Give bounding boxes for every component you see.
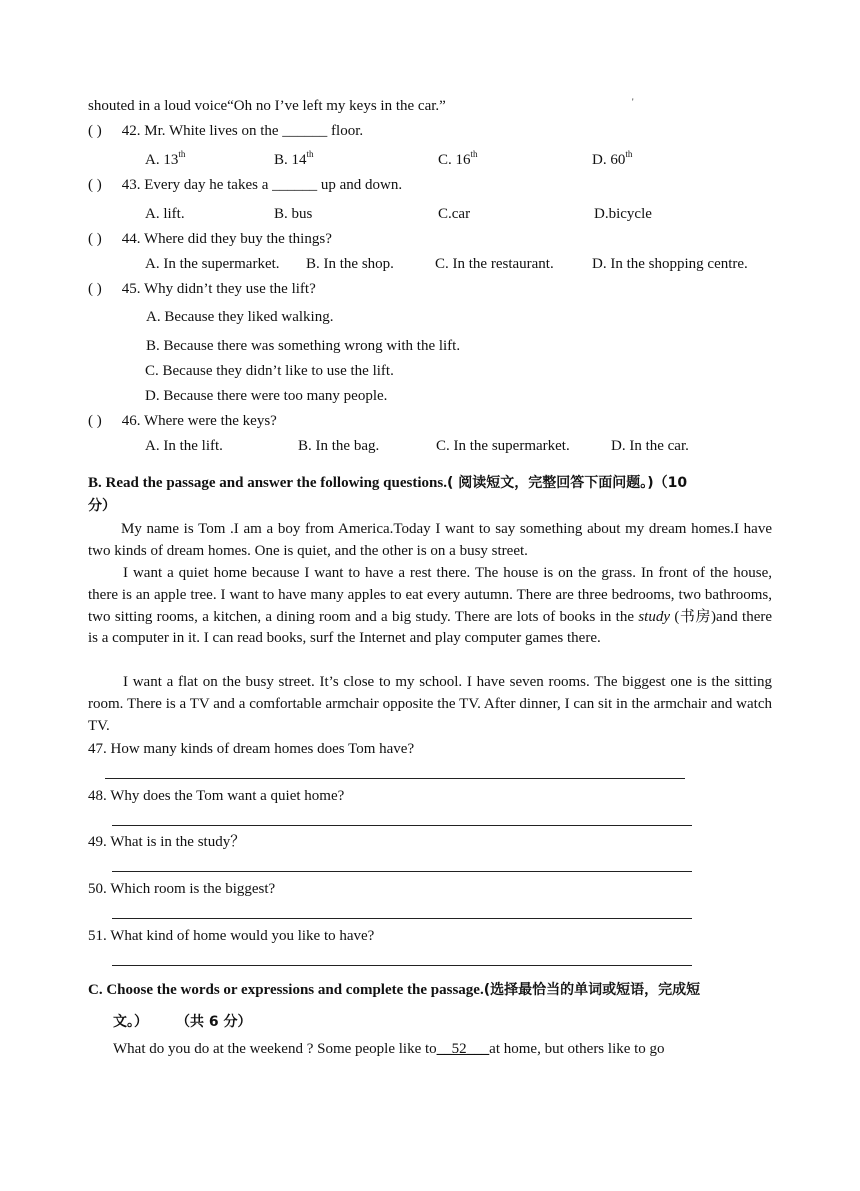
option-42-c: C. 16th — [438, 149, 478, 168]
question-47: 47. How many kinds of dream homes does Tom have? — [88, 741, 415, 757]
option-44-d: D. In the shopping centre. — [592, 256, 748, 272]
stray-mark: ' — [632, 97, 634, 107]
answer-paren[interactable]: ( ) — [88, 413, 102, 429]
option-46-d: D. In the car. — [611, 438, 689, 454]
blank-52[interactable]: __52___ — [436, 1041, 490, 1057]
option-45-d: D. Because there were too many people. — [145, 388, 388, 404]
question-49: 49. What is in the study？ — [88, 834, 246, 850]
option-45-c: C. Because they didn’t like to use the lift. — [145, 363, 394, 379]
option-46-b: B. In the bag. — [298, 438, 380, 454]
answer-line-51[interactable] — [112, 965, 692, 966]
answer-line-50[interactable] — [112, 918, 692, 919]
option-42-a: A. 13th — [145, 149, 186, 168]
option-44-c: C. In the restaurant. — [435, 256, 554, 272]
section-c-subheading: 文。） （共 6 分） — [113, 1014, 252, 1030]
answer-line-48[interactable] — [112, 825, 692, 826]
question-stem: 43. Every day he takes a ______ up and down. — [121, 177, 403, 193]
option-43-b: B. bus — [274, 206, 313, 222]
question-46 — [88, 411, 277, 431]
question-44 — [88, 229, 332, 249]
option-46-a: A. In the lift. — [145, 438, 223, 454]
option-43-c: C.car — [438, 206, 471, 222]
option-46-c: C. In the supermarket. — [436, 438, 570, 454]
answer-line-49[interactable] — [112, 871, 692, 872]
option-45-b: B. Because there was something wrong with the lift. — [146, 338, 461, 354]
answer-paren[interactable]: ( ) — [88, 281, 102, 297]
option-43-a: A. lift. — [145, 206, 185, 222]
answer-paren[interactable]: ( ) — [88, 231, 102, 247]
section-b-heading: B. Read the passage and answer the following questions.( 阅读短文，完整回答下面问题。)（10 — [88, 475, 688, 491]
study-word: study — [638, 608, 671, 625]
section-c-heading: C. Choose the words or expressions and complete the passage.(选择最恰当的单词或短语，完成短 — [88, 982, 701, 998]
question-42 — [88, 121, 363, 141]
section-c-points: （共 6 分） — [176, 1014, 252, 1030]
answer-paren[interactable]: ( ) — [88, 177, 102, 193]
question-51: 51. What kind of home would you like to have? — [88, 928, 375, 944]
question-stem: 44. Where did they buy the things? — [121, 231, 332, 247]
section-b-points: 分） — [88, 498, 116, 514]
answer-paren[interactable]: ( ) — [88, 123, 102, 139]
question-48: 48. Why does the Tom want a quiet home? — [88, 788, 345, 804]
option-42-d: D. 60th — [592, 149, 633, 168]
option-44-b: B. In the shop. — [306, 256, 394, 272]
question-43 — [88, 175, 402, 195]
option-45-a: A. Because they liked walking. — [146, 309, 334, 325]
continuation-line: shouted in a loud voice“Oh no I’ve left my keys in the car.” — [88, 98, 446, 114]
passage-paragraph-3: I want a flat on the busy street. It’s close to my school. I have seven rooms. The biggest one is the sitting room. There is a TV and a comfortable armchair opposite the TV. After dinner, I can sit in the armchair and watch TV. — [88, 674, 772, 734]
answer-line-47[interactable] — [105, 778, 685, 779]
passage-paragraph-1: My name is Tom .I am a boy from America.Today I want to say something about my dream homes.I have two kinds of dream homes. One is quiet, and the other is on a busy street. — [88, 521, 772, 559]
question-stem: 42. Mr. White lives on the ______ floor. — [121, 123, 364, 139]
question-50: 50. Which room is the biggest? — [88, 881, 276, 897]
question-45 — [88, 279, 316, 299]
passage-paragraph-2: I want a quiet home because I want to have a rest there. The house is on the grass. In front of the house, there is an apple tree. I want to have many apples to eat every autumn. There are three bedrooms, two bathrooms, two sitting rooms, a kitchen, a dining room and a big study. There are lots of books in the study (书房)and there is a computer in it. I can read books, surf the Internet and play computer games there. — [88, 565, 773, 647]
section-c-passage-line: What do you do at the weekend ? Some people like to__52___at home, but others like to go — [113, 1041, 665, 1057]
question-stem: 46. Where were the keys? — [121, 413, 277, 429]
option-44-a: A. In the supermarket. — [145, 256, 280, 272]
question-stem: 45. Why didn’t they use the lift? — [121, 281, 316, 297]
option-42-b: B. 14th — [274, 149, 314, 168]
option-43-d: D.bicycle — [594, 206, 652, 222]
